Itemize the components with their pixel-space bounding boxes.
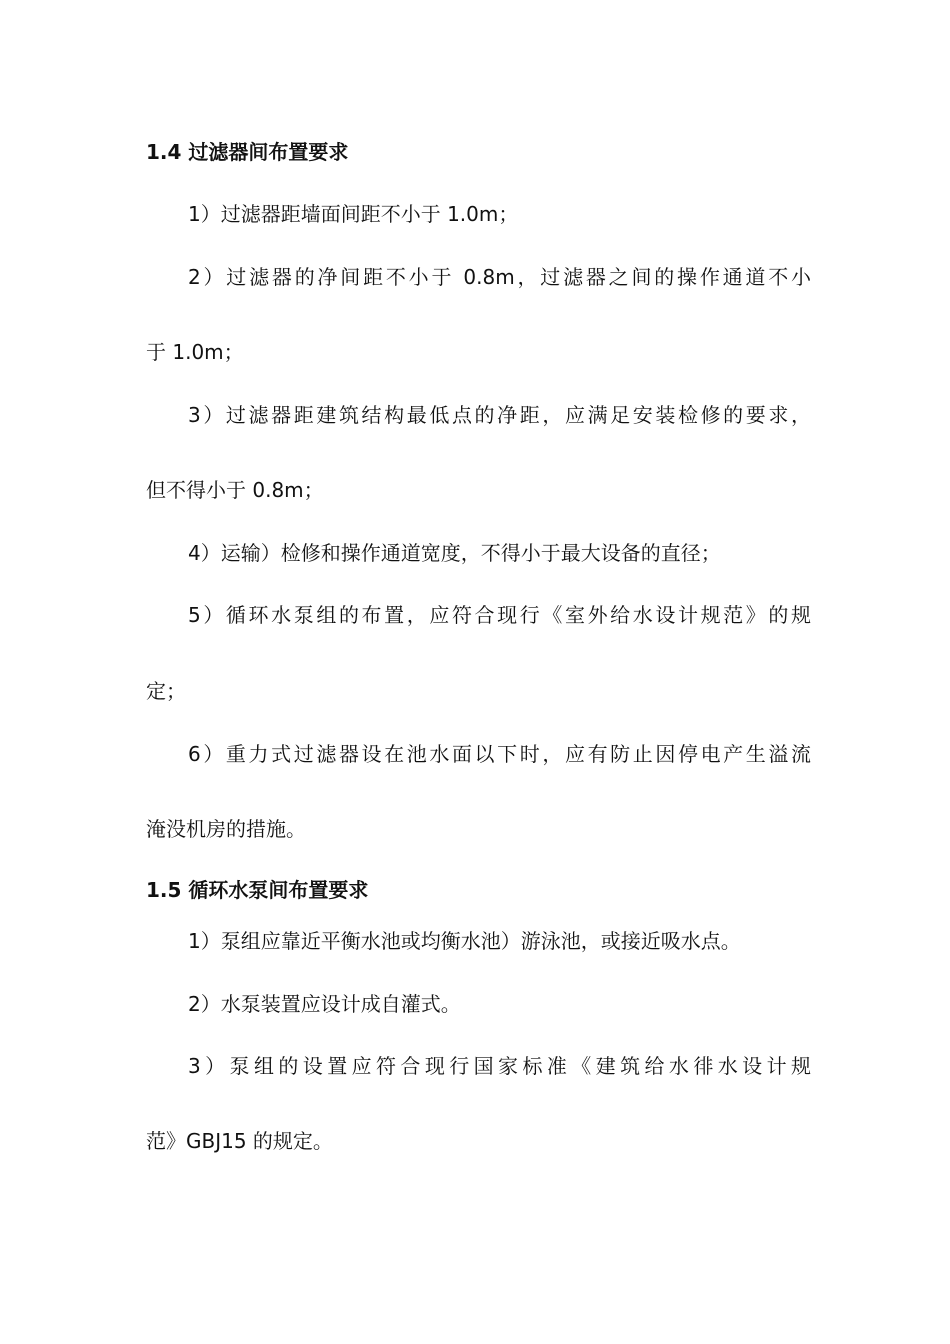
section-heading-1-4: 1.4 过滤器间布置要求: [146, 140, 349, 164]
paragraph-line: 1）过滤器距墙面间距不小于 1.0m；: [188, 202, 519, 226]
paragraph-line: 但不得小于 0.8m；: [146, 478, 324, 502]
paragraph-line: 1）泵组应靠近平衡水池或均衡水池）游泳池，或接近吸水点。: [188, 929, 741, 953]
paragraph-line: 定；: [146, 679, 186, 703]
paragraph-line: 2）过滤器的净间距不小于 0.8m，过滤器之间的操作通道不小: [188, 265, 811, 289]
paragraph-line: 3）过滤器距建筑结构最低点的净距，应满足安装检修的要求，: [188, 403, 811, 427]
paragraph-line: 范》GBJ15 的规定。: [146, 1129, 333, 1153]
paragraph-line: 4）运输）检修和操作通道宽度，不得小于最大设备的直径；: [188, 541, 721, 565]
paragraph-line: 淹没机房的措施。: [146, 817, 306, 841]
paragraph-line: 3）泵组的设置应符合现行国家标准《建筑给水徘水设计规: [188, 1054, 811, 1078]
paragraph-line: 2）水泵装置应设计成自灌式。: [188, 992, 461, 1016]
paragraph-line: 6）重力式过滤器设在池水面以下时，应有防止因停电产生溢流: [188, 742, 811, 766]
section-heading-1-5: 1.5 循环水泵间布置要求: [146, 878, 369, 902]
paragraph-line: 于 1.0m；: [146, 340, 244, 364]
paragraph-line: 5）循环水泵组的布置，应符合现行《室外给水设计规范》的规: [188, 603, 811, 627]
